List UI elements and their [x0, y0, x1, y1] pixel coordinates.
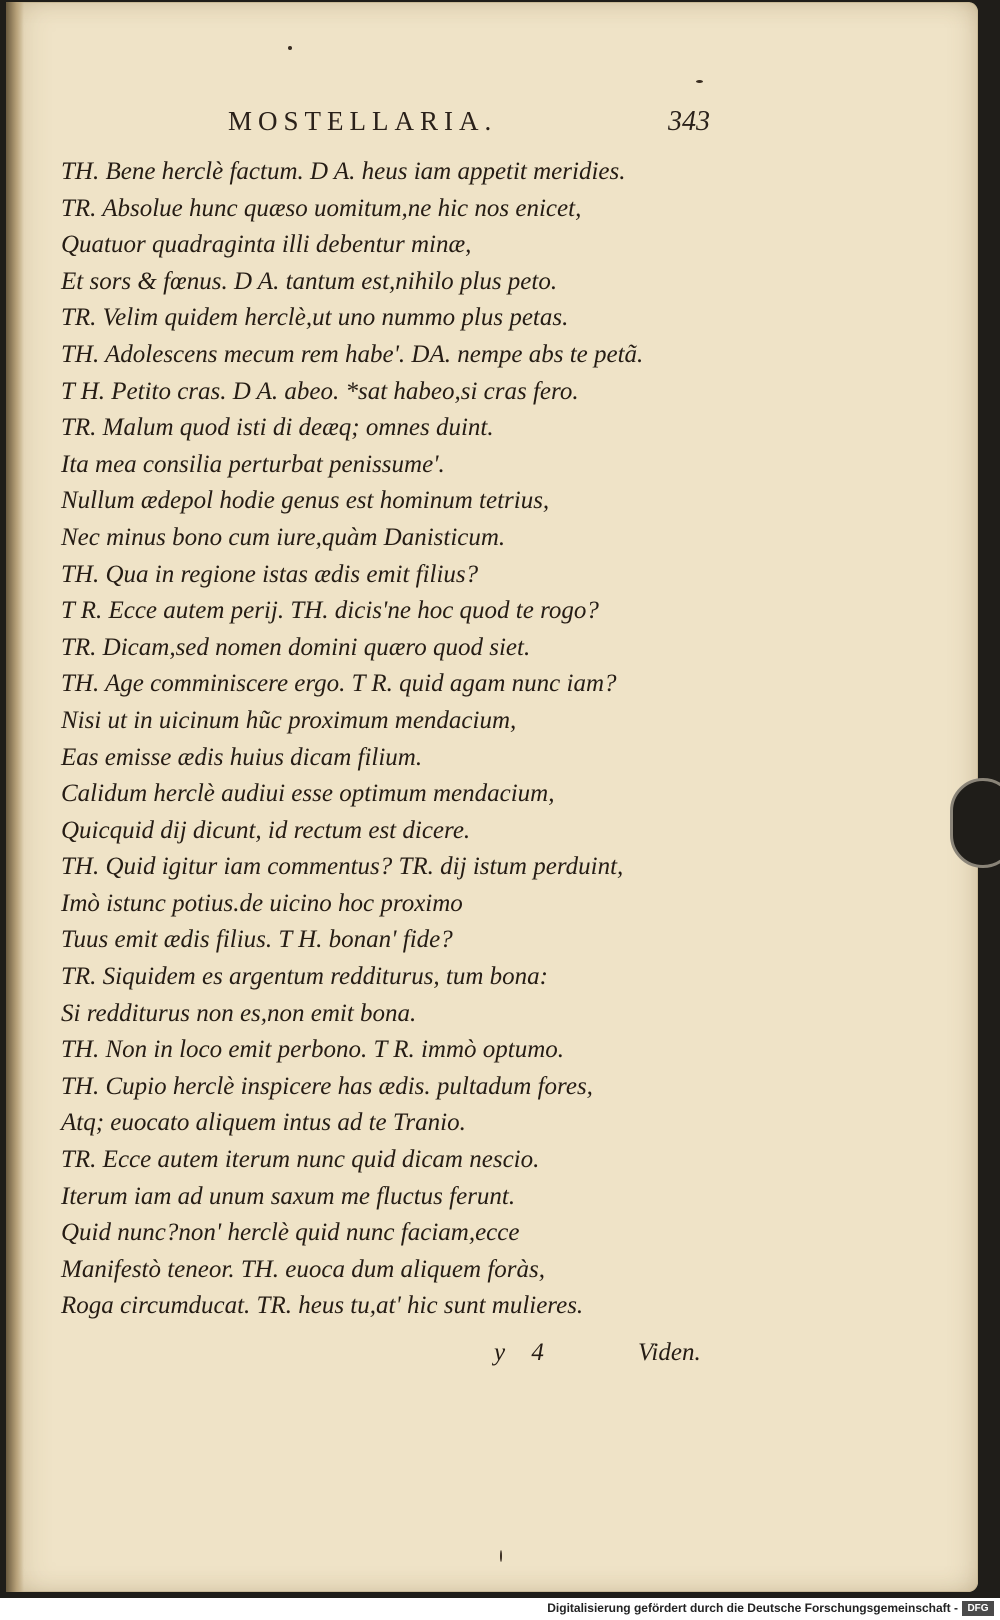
text-line: Tuus emit ædis filius. T H. bonan' fide? — [61, 926, 453, 954]
text-line: TH. Quid igitur iam commentus? TR. dij istum perduint, — [61, 853, 624, 881]
text-line: Imò istunc potius.de uicino hoc proximo — [61, 889, 463, 917]
text-line: Quicquid dij dicunt, id rectum est dicere. — [61, 816, 471, 844]
text-line: TR. Dicam,sed nomen domini quæro quod siet. — [61, 633, 531, 661]
page-number: 343 — [668, 106, 710, 137]
digitization-credit: Digitalisierung gefördert durch die Deutsche Forschungsgemeinschaft - — [547, 1601, 958, 1615]
page-footer — [6, 1339, 978, 1375]
text-line: Iterum iam ad unum saxum me fluctus ferunt. — [61, 1182, 516, 1210]
text-line: TH. Qua in regione istas ædis emit filius? — [61, 560, 479, 588]
text-line: TR. Malum quod isti di deæq; omnes duint. — [61, 414, 494, 442]
dfg-logo: DFG — [962, 1601, 994, 1616]
text-line: Et sors & fœnus. D A. tantum est,nihilo plus peto. — [61, 267, 558, 295]
text-line: Roga circumducat. TR. heus tu,at' hic sunt mulieres. — [61, 1292, 584, 1320]
book-page — [6, 2, 978, 1592]
text-line: TH. Non in loco emit perbono. T R. immò optumo. — [61, 1036, 565, 1064]
text-line: Nullum ædepol hodie genus est hominum tetrius, — [61, 487, 550, 515]
catchword: Viden. — [638, 1339, 701, 1366]
text-line: Eas emisse ædis huius dicam filium. — [61, 743, 423, 771]
text-line: TR. Ecce autem iterum nunc quid dicam nescio. — [61, 1146, 540, 1174]
text-line: T R. Ecce autem perij. TH. dicis'ne hoc quod te rogo? — [61, 597, 599, 625]
text-line: TH. Age comminiscere ergo. T R. quid agam nunc iam? — [61, 670, 617, 698]
ink-speck — [696, 80, 703, 83]
text-line: TR. Siquidem es argentum redditurus, tum bona: — [61, 963, 549, 991]
running-title: MOSTELLARIA. — [228, 106, 498, 136]
book-clasp — [950, 778, 1000, 868]
text-line: TR. Velim quidem herclè,ut uno nummo plus petas. — [61, 304, 569, 332]
text-line: Calidum herclè audiui esse optimum mendacium, — [61, 780, 555, 808]
text-line: Si redditurus non es,non emit bona. — [61, 999, 417, 1027]
signature-mark: y 4 — [494, 1339, 554, 1366]
text-line: Ita mea consilia perturbat penissume'. — [61, 450, 445, 478]
text-line: TH. Adolescens mecum rem habe'. DA. nempe abs te petã. — [61, 340, 644, 368]
text-line: TH. Cupio herclè inspicere has ædis. pultadum fores, — [61, 1072, 593, 1100]
text-line: Atq; euocato aliquem intus ad te Tranio. — [61, 1109, 466, 1137]
play-text — [61, 154, 761, 1325]
text-line: Nec minus bono cum iure,quàm Danisticum. — [61, 523, 506, 551]
text-line: T H. Petito cras. D A. abeo. *sat habeo,si cras fero. — [61, 377, 579, 405]
text-line: Nisi ut in uicinum hũc proximum mendacium, — [61, 706, 517, 734]
ink-speck — [500, 1550, 502, 1562]
digitization-credit-bar — [0, 1598, 1000, 1620]
text-line: TH. Bene herclè factum. D A. heus iam appetit meridies. — [61, 158, 626, 185]
text-line: Manifestò teneor. TH. euoca dum aliquem foràs, — [61, 1255, 545, 1283]
page-header — [6, 106, 978, 146]
ink-speck — [288, 46, 292, 50]
text-line: Quid nunc?non' herclè quid nunc faciam,ecce — [61, 1219, 520, 1247]
text-line: Quatuor quadraginta illi debentur minæ, — [61, 231, 472, 259]
text-line: TR. Absolue hunc quæso uomitum,ne hic nos enicet, — [61, 194, 582, 222]
